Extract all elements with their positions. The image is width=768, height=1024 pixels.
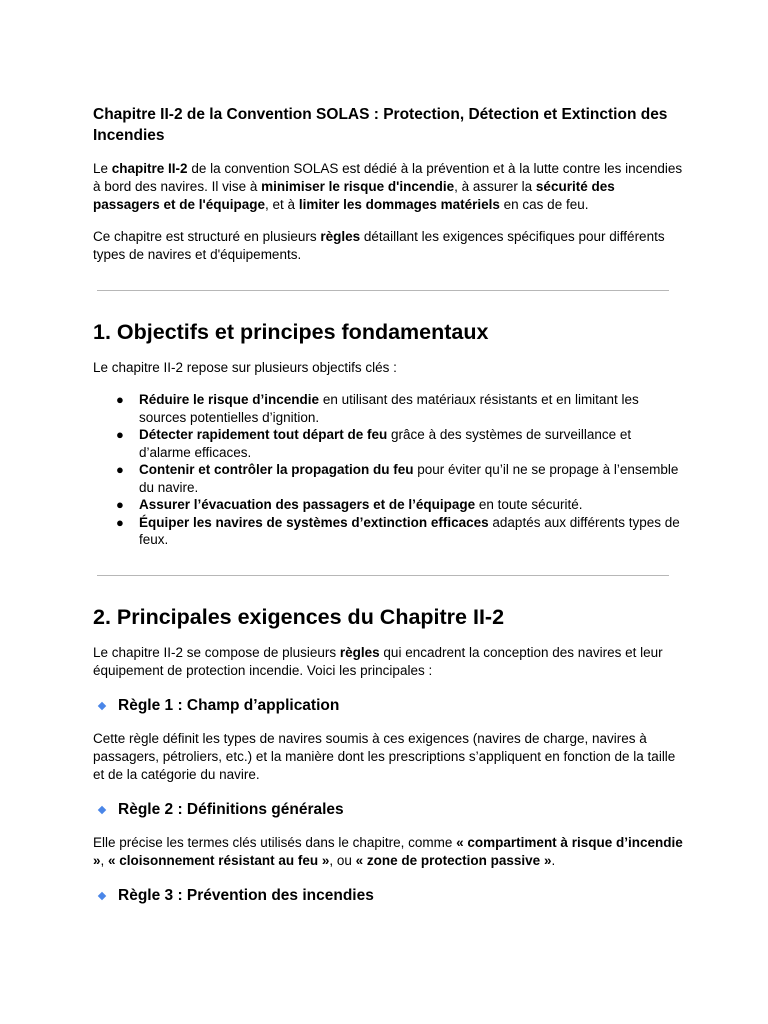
- rule-2-title: Règle 2 : Définitions générales: [118, 800, 344, 818]
- rule-3-heading: [93, 886, 683, 906]
- bullet-icon: ●: [116, 462, 124, 477]
- rule-1-body: Cette règle définit les types de navires soumis à ces exigences (navires de charge, navires à passagers, pétroliers, etc.) et la manière dont les prescriptions s’appliquent en fonction de la taille et de la catégorie du navire.: [93, 730, 676, 782]
- section-divider-2: [97, 575, 669, 576]
- diamond-bullet-icon: [98, 701, 106, 709]
- rule-3-title: Règle 3 : Prévention des incendies: [118, 886, 374, 904]
- list-item: ● Contenir et contrôler la propagation du feu pour éviter qu’il ne se propage à l’ensemble du navire.: [116, 462, 679, 495]
- intro-paragraph-2: Ce chapitre est structuré en plusieurs règles détaillant les exigences spécifiques pour différents types de navires et d'équipements.: [93, 229, 665, 262]
- list-item: ● Équiper les navires de systèmes d’extinction efficaces adaptés aux différents types de feux.: [116, 514, 680, 547]
- rule-1-heading: [93, 696, 683, 716]
- document-body: [93, 104, 683, 920]
- list-item: ● Assurer l’évacuation des passagers et de l’équipage en toute sécurité.: [116, 497, 583, 512]
- diamond-bullet-icon: [98, 891, 106, 899]
- objectives-list: [93, 391, 683, 549]
- bullet-icon: ●: [116, 392, 124, 407]
- bullet-icon: ●: [116, 427, 124, 442]
- list-item: ● Détecter rapidement tout départ de feu grâce à des systèmes de surveillance et d’alarme efficaces.: [116, 427, 632, 460]
- section-1-lead: Le chapitre II-2 repose sur plusieurs objectifs clés :: [93, 360, 397, 375]
- section-1-heading: 1. Objectifs et principes fondamentaux: [93, 320, 489, 344]
- rule-2-body: Elle précise les termes clés utilisés dans le chapitre, comme « compartiment à risque d’incendie », « cloisonnement résistant au feu », ou « zone de protection passive ».: [93, 834, 683, 868]
- rule-2-heading: [93, 800, 683, 820]
- section-2-lead: Le chapitre II-2 se compose de plusieurs règles qui encadrent la conception des navires et leur équipement de protection incendie. Voici les principales :: [93, 644, 663, 678]
- section-divider-1: [97, 290, 669, 291]
- rule-1-title: Règle 1 : Champ d’application: [118, 696, 340, 714]
- diamond-bullet-icon: [98, 805, 106, 813]
- bullet-icon: ●: [116, 497, 124, 512]
- bullet-icon: ●: [116, 514, 124, 530]
- section-2-heading: 2. Principales exigences du Chapitre II-2: [93, 604, 505, 629]
- document-title: Chapitre II-2 de la Convention SOLAS : Protection, Détection et Extinction des Incendies: [93, 106, 668, 144]
- list-item: ● Réduire le risque d’incendie en utilisant des matériaux résistants et en limitant les sources potentielles d’ignition.: [116, 392, 639, 425]
- intro-paragraph-1: Le chapitre II-2 de la convention SOLAS est dédié à la prévention et à la lutte contre les incendies à bord des navires. Il vise à minimiser le risque d'incendie, à assurer la sécurité des passagers et de l'équipage, et à limiter les dommages matériels en cas de feu.: [93, 161, 683, 212]
